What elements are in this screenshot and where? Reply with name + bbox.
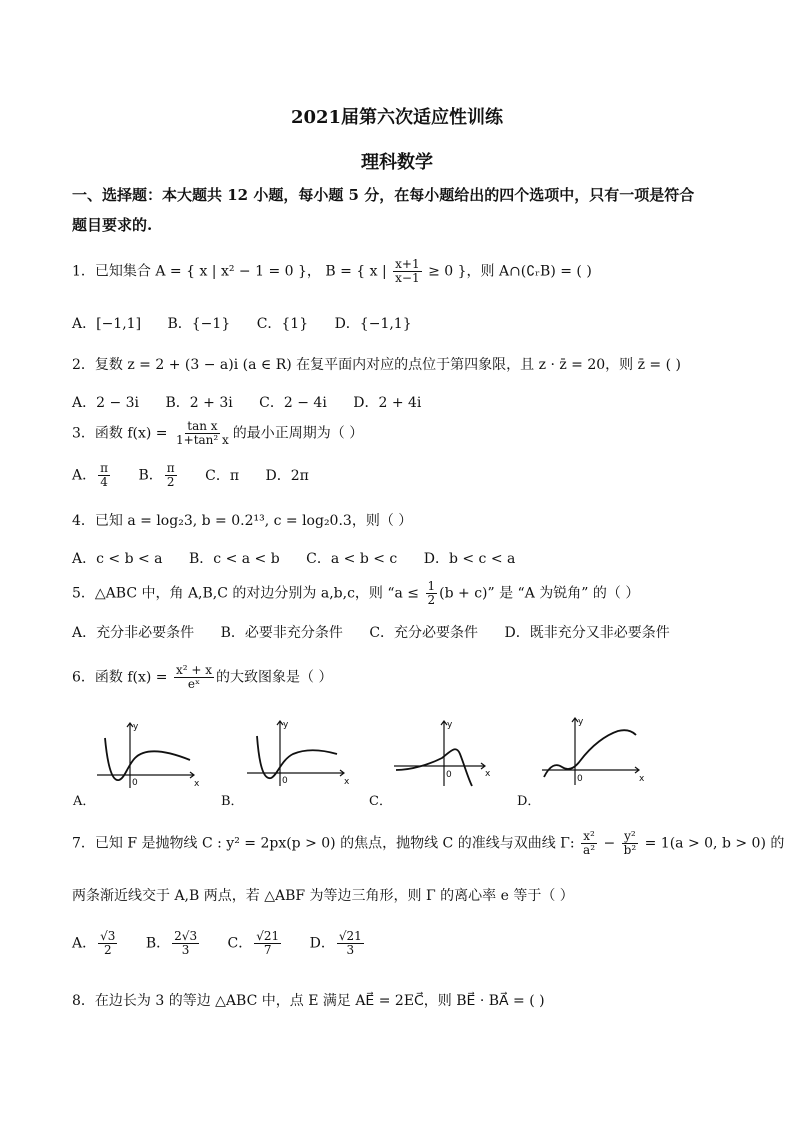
q3-option-b: B． $\frac{\pi}{2}$: [138, 461, 175, 490]
question-4-options: [72, 550, 537, 568]
q3-option-c: C．π: [205, 467, 240, 484]
x-label: x: [344, 777, 350, 787]
q7-option-c-fraction: $\frac{√21}{7}$: [256, 929, 280, 958]
q1-option-b: B．{−1}: [167, 316, 231, 332]
q7-fraction-2: $\frac{\text{y²}}{\text{b²}}$: [623, 829, 637, 858]
section-heading-line1: 一、选择题：本大题共 12 小题，每小题 5 分，在每小题给出的四个选项中，只有一项是符合: [72, 186, 695, 204]
q6-fraction: $\frac{\text{x² + x}}{\text{eˣ}}$: [176, 663, 213, 692]
q5-option-a: A．充分非必要条件: [72, 625, 195, 641]
q7-option-d-fraction: $\frac{√21}{3}$: [338, 929, 362, 958]
x-label: x: [485, 769, 491, 779]
q7-option-a-fraction: $\frac{√3}{2}$: [100, 929, 116, 958]
q3-option-a-fraction: $\frac{\pi}{4}$: [100, 461, 109, 490]
q1-option-a: A．[−1,1]: [72, 316, 142, 332]
q7-option-a: A． $\frac{√3}{2}$: [72, 929, 116, 958]
q7-option-b-fraction: $\frac{2√3}{3}$: [174, 929, 198, 958]
question-1-stem: 1．已知集合 A = { x | x² − 1 = 0 }， B = { x | $\frac{x+1}{x-1}$ ≥ 0 }，则 A∩(∁ᵣB) = ( ): [72, 257, 592, 286]
origin-label: 0: [446, 770, 452, 780]
q4-option-c: C．a < b < c: [306, 551, 398, 567]
question-2-options: [72, 394, 443, 412]
section-heading-line2: 题目要求的.: [72, 216, 153, 234]
q4-option-b: B．c < a < b: [188, 551, 280, 567]
q6-graph-d-label: D．: [517, 794, 541, 809]
q6-graph-d: [540, 715, 645, 787]
q5-option-b: B．必要非充分条件: [220, 625, 343, 641]
q6-graph-a: [95, 720, 200, 790]
question-7-line2: 两条渐近线交于 A,B 两点，若 △ABF 为等边三角形，则 Γ 的离心率 e 等于（ ）: [72, 888, 574, 904]
q1-fraction: $\frac{x+1}{x-1}$: [395, 257, 420, 286]
q2-option-c: C．2 − 4i: [259, 395, 327, 411]
q4-option-a: A．c < b < a: [72, 551, 163, 567]
question-1-options: [72, 315, 434, 333]
q3-option-a: A． $\frac{\pi}{4}$: [72, 461, 109, 490]
question-5-options: [72, 624, 692, 642]
origin-label: 0: [577, 774, 583, 784]
q3-fraction: $\frac{\text{tan x}}{\text{1+tan² x}}$: [176, 419, 229, 448]
question-3-stem: 3．函数 f(x) = $\frac{\text{tan x}}{\text{1+tan² x}}$ 的最小正周期为（ ）: [72, 419, 364, 448]
q2-option-a: A．2 − 3i: [72, 395, 140, 411]
q3-option-b-fraction: $\frac{\pi}{2}$: [166, 461, 175, 490]
exam-subtitle: 理科数学: [361, 152, 433, 173]
origin-label: 0: [132, 778, 138, 788]
q6-graph-c-label: C．: [369, 794, 392, 809]
x-label: x: [194, 779, 200, 789]
q7-option-c: C． $\frac{√21}{7}$: [227, 929, 280, 958]
question-7-options: [72, 930, 388, 957]
q4-option-d: D．b < c < a: [423, 551, 516, 567]
question-7-stem: 7．已知 F 是抛物线 C : y² = 2px(p > 0) 的焦点，抛物线 C 的准线与双曲线 Γ: $\frac{\text{x²}}{\text{a²}}$ − $\frac{\text{y²}}{\text{b²}}$ = 1(a > 0, b > 0) 的: [72, 829, 785, 858]
curve: [105, 738, 190, 780]
q2-option-d: D．2 + 4i: [353, 395, 422, 411]
question-6-stem: 6．函数 f(x) = $\frac{\text{x² + x}}{\text{eˣ}}$ 的大致图象是（ ）: [72, 663, 333, 692]
y-label: y: [447, 720, 453, 730]
question-2-stem: 2．复数 z = 2 + (3 − a)i (a ∈ R) 在复平面内对应的点位于第四象限，且 z · z̄ = 20，则 z̄ = ( ): [72, 357, 681, 373]
q6-graph-b: [245, 718, 350, 788]
y-label: y: [283, 720, 289, 730]
q1-option-c: C．{1}: [256, 316, 309, 332]
curve: [257, 736, 337, 778]
q5-fraction: $\frac{1}{2}$: [427, 579, 436, 608]
q6-graph-a-label: A．: [73, 794, 96, 809]
q5-option-d: D．既非充分又非必要条件: [504, 625, 670, 641]
q6-graph-b-label: B．: [221, 794, 244, 809]
y-label: y: [578, 717, 584, 727]
q7-option-b: B． $\frac{2√3}{3}$: [145, 929, 198, 958]
q5-option-c: C．充分必要条件: [369, 625, 479, 641]
question-4-stem: 4．已知 a = log₂3, b = 0.2¹³, c = log₂0.3，则（ ）: [72, 513, 413, 529]
question-8-stem: 8．在边长为 3 的等边 △ABC 中，点 E 满足 AE⃗ = 2EC⃗，则 BE⃗ · BA⃗ = ( ): [72, 993, 545, 1009]
x-label: x: [639, 774, 645, 784]
q7-fraction-1: $\frac{\text{x²}}{\text{a²}}$: [583, 829, 596, 858]
q6-graph-c: [392, 718, 492, 788]
question-3-options: [72, 462, 331, 489]
q7-option-d: D． $\frac{√21}{3}$: [309, 929, 362, 958]
curve: [396, 749, 472, 786]
q3-option-d: D．2π: [265, 467, 309, 484]
y-label: y: [133, 722, 139, 732]
q1-option-d: D．{−1,1}: [334, 316, 412, 332]
origin-label: 0: [282, 776, 288, 786]
q2-option-b: B．2 + 3i: [165, 395, 233, 411]
exam-title: 2021届第六次适应性训练: [290, 107, 504, 128]
question-5-stem: 5．△ABC 中，角 A,B,C 的对边分别为 a,b,c，则 “a ≤ $\frac{1}{2}$ (b + c)” 是 “A 为锐角” 的（ ）: [72, 579, 640, 608]
